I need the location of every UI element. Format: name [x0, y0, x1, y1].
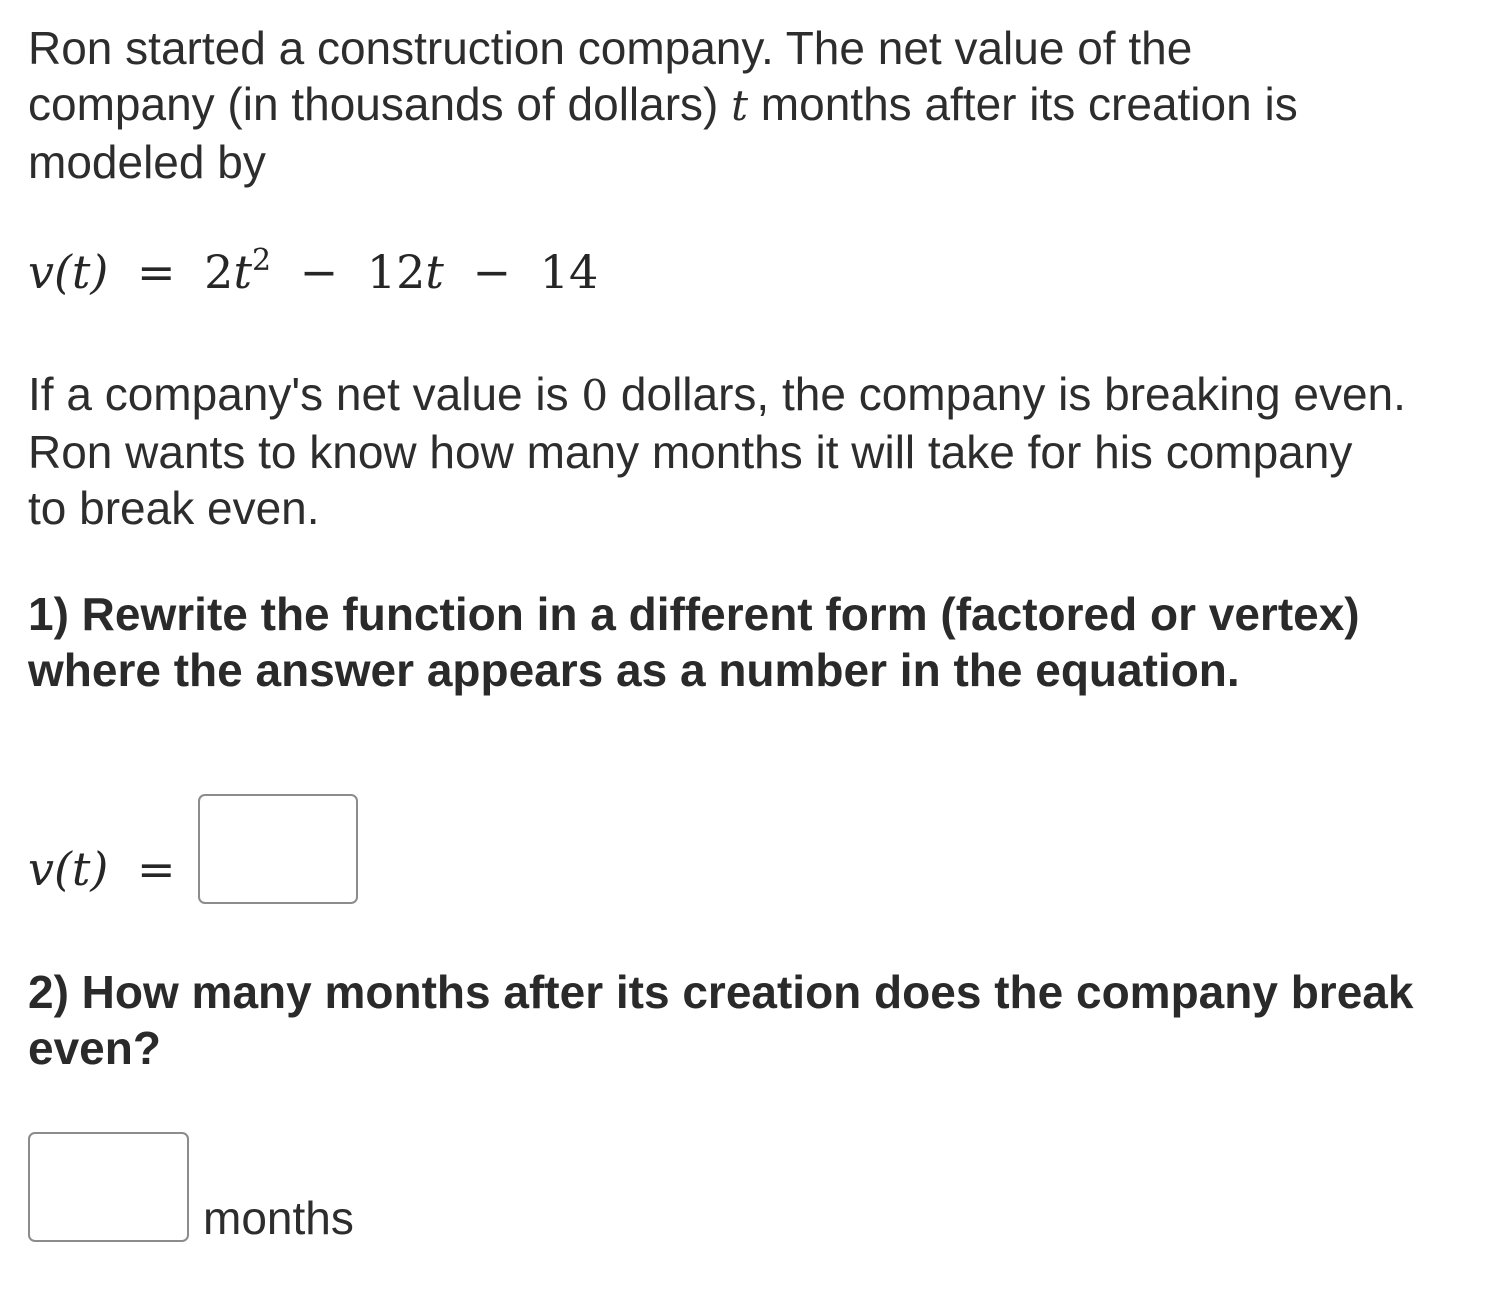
function-answer-input[interactable] — [198, 794, 358, 904]
breakeven-paragraph — [28, 366, 1468, 536]
equation-term2-var: t — [425, 245, 444, 299]
months-unit-label: months — [203, 1192, 354, 1244]
intro-line-3: modeled by — [28, 136, 266, 188]
question-2-line-1: 2) How many months after its creation does the company break — [28, 966, 1414, 1018]
intro-line-2-start: company (in thousands of dollars) — [28, 78, 732, 130]
equation-var: t — [233, 245, 252, 299]
equation-minus-1: − — [299, 245, 339, 299]
equation-lhs: v(t) — [28, 245, 109, 299]
answer-lhs: v(t) — [28, 842, 109, 896]
breakeven-line-3: to break even. — [28, 482, 320, 534]
intro-line-2-end: months after its creation is — [748, 78, 1298, 130]
value-function-equation — [28, 245, 598, 299]
question-1-line-1: 1) Rewrite the function in a different form (factored or vertex) — [28, 588, 1360, 640]
answer-equals: = — [137, 842, 176, 896]
breakeven-line-2: Ron wants to know how many months it will take for his company — [28, 426, 1353, 478]
equation-exponent: 2 — [251, 243, 272, 278]
equation-coef: 2 — [204, 245, 234, 299]
intro-line-1: Ron started a construction company. The net value of the — [28, 22, 1193, 74]
question-1-prompt — [28, 586, 1468, 698]
question-1-answer-label — [28, 842, 176, 896]
equation-term2-coef: 12 — [366, 245, 426, 299]
question-2-line-2: even? — [28, 1022, 161, 1074]
question-1-line-2: where the answer appears as a number in the equation. — [28, 644, 1240, 696]
zero-value: 0 — [581, 371, 609, 420]
question-2-prompt — [28, 964, 1468, 1076]
intro-paragraph — [28, 20, 1468, 190]
equation-equals: = — [137, 245, 176, 299]
months-answer-input[interactable] — [28, 1132, 189, 1242]
breakeven-line-1-end: dollars, the company is breaking even. — [608, 368, 1406, 420]
breakeven-line-1-start: If a company's net value is — [28, 368, 582, 420]
equation-minus-2: − — [472, 245, 512, 299]
equation-constant: 14 — [539, 245, 599, 299]
variable-t: t — [731, 81, 749, 130]
